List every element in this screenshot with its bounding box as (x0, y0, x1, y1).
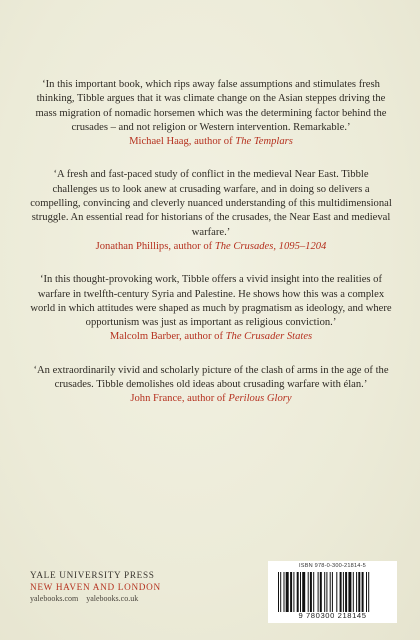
isbn-label: ISBN 978-0-300-21814-5 (299, 563, 366, 569)
barcode-bars (278, 572, 387, 612)
review-author: Michael Haag, author of (129, 136, 236, 148)
review-item (30, 273, 392, 344)
review-book-title: The Templars (235, 136, 293, 148)
review-item (30, 168, 392, 254)
publisher-block (30, 569, 250, 605)
review-item (30, 78, 392, 149)
review-author: John France, author of (130, 393, 229, 405)
publisher-city: NEW HAVEN AND LONDON (30, 582, 161, 592)
review-author: Jonathan Phillips, author of (95, 240, 215, 252)
review-quote: ‘In this important book, which rips away false assumptions and stimulates fresh thinking, Tibble argues that it was climate change on the Asian steppes driving the mass migration of nomadic horsemen which was the determining factor behind the crusades – and not religion or Western intervention. Remarkable.’ (35, 79, 387, 133)
review-quote: ‘An extraordinarily vivid and scholarly picture of the clash of arms in the age of the crusades. Tibble demolishes old ideas about crusading warfare with élan.’ (33, 364, 389, 391)
review-author: Malcolm Barber, author of (109, 331, 226, 343)
review-quote: ‘In this thought-provoking work, Tibble offers a vivid insight into the realities of warfare in twelfth-century Syria and Palestine. He shows how this was a complex world in which attitudes were shaped as much by pragmatism as ideology, and where opportunism was just as important as religious conviction.’ (30, 274, 392, 329)
review-list (30, 78, 392, 426)
review-book-title: The Crusader States (225, 331, 313, 343)
review-attribution (30, 240, 392, 254)
review-item (30, 364, 392, 407)
review-book-title: Perilous Glory (228, 393, 292, 405)
barcode-digits: 9 780300 218145 (298, 611, 367, 620)
review-attribution (30, 392, 392, 406)
publisher-name: YALE UNIVERSITY PRESS (30, 570, 155, 580)
review-attribution (30, 135, 392, 149)
review-attribution (30, 330, 392, 344)
review-book-title: The Crusades, 1095–1204 (214, 240, 327, 252)
publisher-websites: yalebooks.com yalebooks.co.uk (30, 594, 139, 603)
review-quote: ‘A fresh and fast-paced study of conflict in the medieval Near East. Tibble challenges us to look anew at crusading warfare, and in doing so delivers a compelling, convincing and cleverly nuanced understanding of this multidimensional struggle. An essential read for historians of the crusades, the Near East and medieval warfare.’ (30, 169, 392, 238)
barcode (268, 561, 397, 623)
